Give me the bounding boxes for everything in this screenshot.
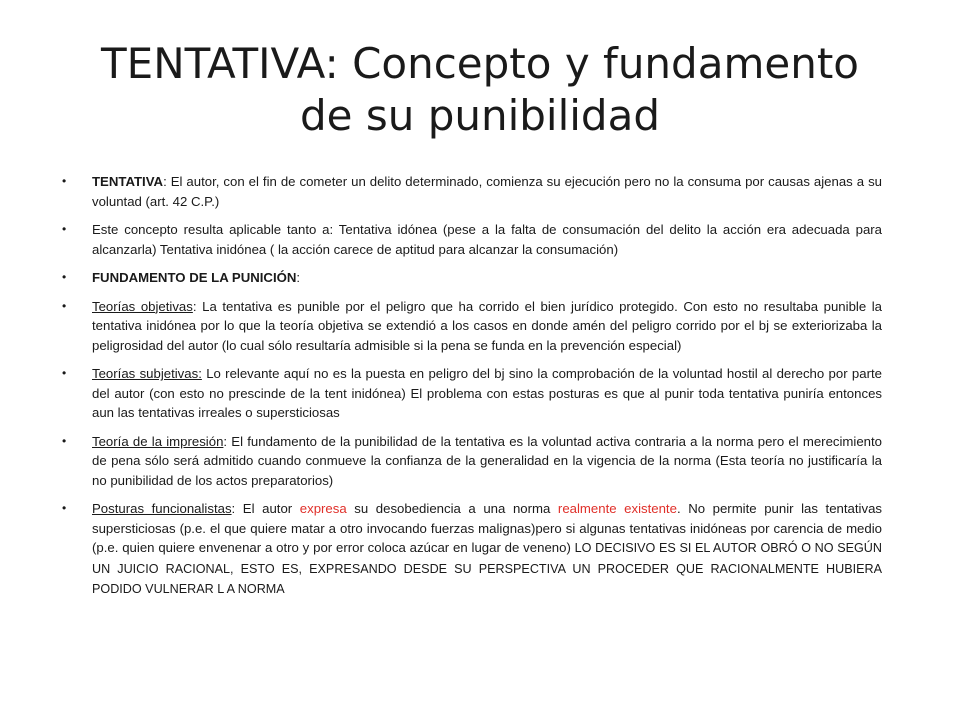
bullet-item-concepto xyxy=(62,220,882,259)
bullet-text: : El autor xyxy=(231,501,300,516)
bullet-term: Posturas funcionalistas xyxy=(92,501,232,516)
bullet-item-fundamento xyxy=(62,268,882,288)
title-line-2: de su punibilidad xyxy=(300,91,660,140)
caps-conclusion: LO DECISIVO ES SI EL AUTOR OBRÓ O NO SEGÚN UN JUICIO RACIONAL, ESTO ES, EXPRESANDO DESDE SU PERSPECTIVA UN PROCEDER QUE RACIONALMENTE HUBIERA PODIDO VULNERAR L A NORMA xyxy=(92,541,882,596)
bullet-term: Teoría de la impresión xyxy=(92,433,224,449)
bullet-lead: FUNDAMENTO DE LA PUNICIÓN xyxy=(92,270,297,285)
bullet-text: : La tentativa es punible por el peligro que ha corrido el bien jurídico protegido. Con esto no resultaba punible la tentativa inidónea por lo que la teoría objetiva se extendió a los casos en donde amén del peligro corrido por el bj se exteriorizaba la peligrosidad del autor (lo cual sólo resultaría admisible si la pena se funda en la prevención especial) xyxy=(92,298,882,353)
bullet-dot: • xyxy=(62,501,67,515)
bullet-lead: TENTATIVA xyxy=(92,174,164,189)
bullet-item-teorias-subjetivas xyxy=(62,364,882,423)
bullet-term: Teorías objetivas xyxy=(92,298,193,314)
bullet-item-teorias-objetivas xyxy=(62,297,882,356)
bullet-dot: • xyxy=(62,298,67,313)
bullet-text: : xyxy=(296,270,301,285)
bullet-dot: • xyxy=(62,433,67,448)
bullet-item-teoria-impresion xyxy=(62,432,882,491)
bullet-term: Teorías subjetivas: xyxy=(92,366,202,381)
bullet-text: su desobediencia a una norma xyxy=(346,501,558,516)
bullet-text: . No permite punir las tentativas supersticiosas (p.e. el que quiere matar a otro invocando fuerzas malignas)pero si algunas tentativas inidóneas por carencia de medio (p.e. quien quiere envenenar a otro y por error coloca azúcar en lugar de veneno) xyxy=(92,501,882,555)
slide-title xyxy=(40,38,920,142)
bullet-text: Este concepto resulta aplicable tanto a: Tentativa idónea (pese a la falta de consumación del delito la acción era adecuada para alcanzarla) Tentativa inidónea ( la acción carece de aptitud para alcanzar la consumación) xyxy=(92,222,882,257)
title-line-1: TENTATIVA: Concepto y fundamento xyxy=(101,39,859,88)
highlight-text: realmente existente xyxy=(557,501,677,516)
bullet-dot: • xyxy=(62,366,67,380)
bullet-item-tentativa xyxy=(62,172,882,211)
highlight-text: expresa xyxy=(299,501,347,516)
bullet-item-posturas-funcionalistas xyxy=(62,499,882,600)
bullet-text: : El fundamento de la punibilidad de la tentativa es la voluntad activa contraria a la norma pero el merecimiento de pena sólo será admitido cuando conmueve la confianza de la generalidad en la vigencia de la norma (Esta teoría no justificaría la no punibilidad de los actos preparatorios) xyxy=(92,433,883,488)
bullet-text: Lo relevante aquí no es la puesta en peligro del bj sino la comprobación de la voluntad hostil al derecho por parte del autor (con esto no prescinde de la tent inidónea) El problema con estas posturas es que al punir toda tentativa puniría entonces aun las tentativas irreales o supersticiosas xyxy=(92,366,882,420)
bullet-list xyxy=(62,172,882,609)
bullet-dot: • xyxy=(62,222,67,236)
bullet-dot: • xyxy=(62,174,67,188)
bullet-dot: • xyxy=(62,270,67,284)
bullet-text: : El autor, con el fin de cometer un delito determinado, comienza su ejecución pero no la consuma por causas ajenas a su voluntad (art. 42 C.P.) xyxy=(92,174,882,209)
